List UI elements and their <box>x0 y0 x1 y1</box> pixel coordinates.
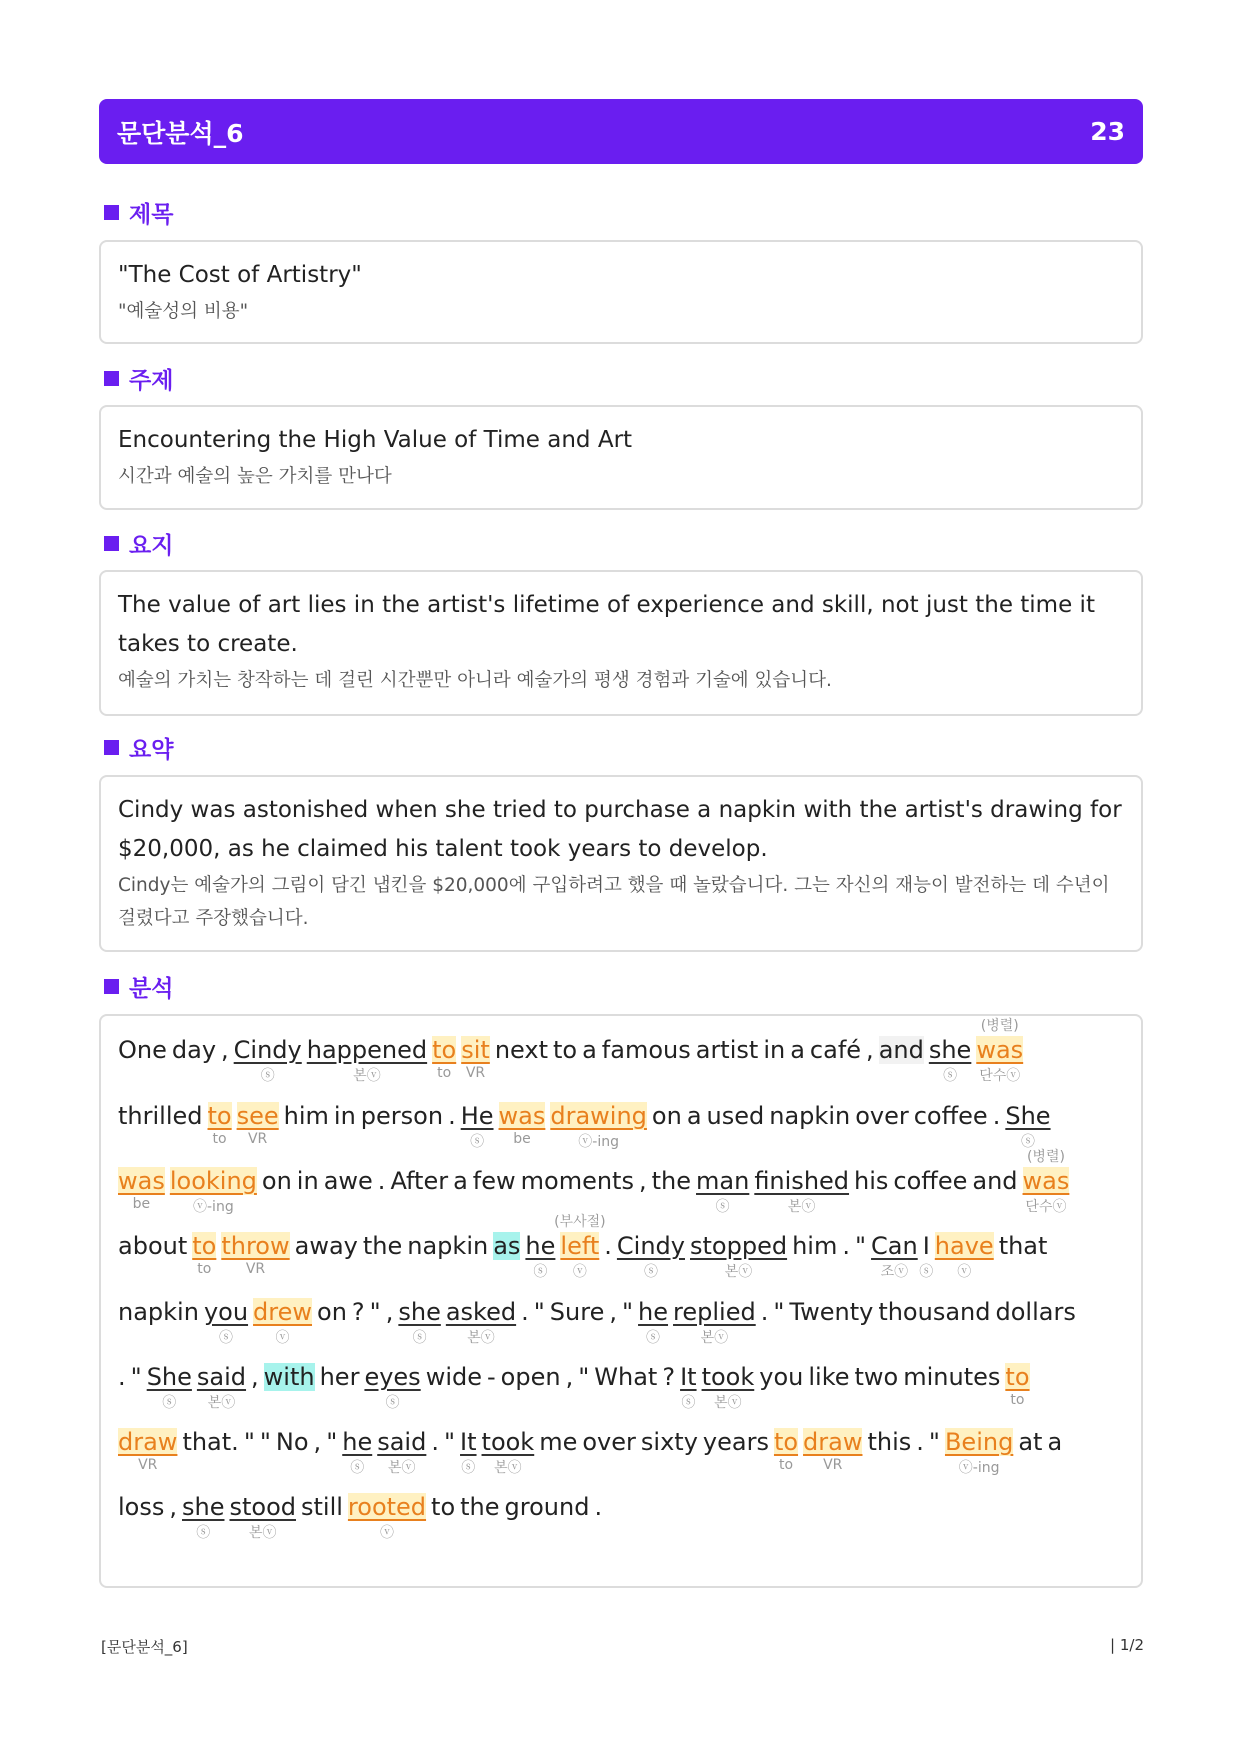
analysis-line <box>118 1149 1074 1215</box>
analysis-word: like <box>808 1363 850 1391</box>
analysis-word: throw VR <box>221 1232 290 1277</box>
grammar-tag: ⓥ-ing <box>193 1199 234 1215</box>
analysis-word: he ⓢ <box>342 1428 373 1476</box>
grammar-tag: 본ⓥ <box>248 1525 277 1541</box>
analysis-word: napkin <box>407 1232 489 1260</box>
analysis-word: eyes ⓢ <box>364 1363 421 1411</box>
analysis-word: ground <box>504 1493 590 1521</box>
analysis-word: she ⓢ <box>398 1298 441 1346</box>
grammar-tag: to <box>1010 1392 1025 1408</box>
grammar-tag: 본ⓥ <box>207 1395 236 1411</box>
page-header <box>99 99 1143 164</box>
analysis-word: years <box>702 1428 769 1456</box>
analysis-word: to to <box>192 1232 217 1277</box>
analysis-word: , <box>385 1298 394 1326</box>
analysis-word: One <box>118 1036 167 1064</box>
grammar-tag: ⓢ <box>412 1330 427 1346</box>
footer-doc-label: [문단분석_6] <box>101 1638 188 1656</box>
analysis-word: Cindy ⓢ <box>616 1232 685 1280</box>
analysis-word: person <box>360 1102 444 1130</box>
grammar-tag: 본ⓥ <box>724 1264 753 1280</box>
analysis-word: finished 본ⓥ <box>754 1167 850 1215</box>
summary-english: Cindy was astonished when she tried to purchase a napkin with the artist's drawing for $20,000, as he claimed his talent took years to develop. <box>118 797 1122 862</box>
square-bullet-icon <box>104 205 119 220</box>
analysis-word: . <box>118 1363 126 1391</box>
analysis-word: left ⓥ (부사절) <box>560 1232 599 1260</box>
grammar-tag: ⓢ <box>943 1068 958 1084</box>
analysis-word: What <box>594 1363 658 1391</box>
analysis-word: over <box>855 1102 909 1130</box>
clause-note: (부사절) <box>554 1214 606 1230</box>
analysis-word: draw VR <box>803 1428 863 1473</box>
analysis-word: He ⓢ <box>460 1102 494 1150</box>
analysis-box <box>99 1014 1143 1588</box>
page-title: 문단분석_6 <box>117 118 244 148</box>
analysis-word: famous <box>601 1036 691 1064</box>
grammar-tag: ⓢ <box>919 1264 934 1280</box>
analysis-word: " <box>622 1298 634 1326</box>
analysis-word: over <box>582 1428 636 1456</box>
square-bullet-icon <box>104 740 119 755</box>
analysis-word: It ⓢ <box>680 1363 697 1411</box>
grammar-tag: ⓢ <box>646 1330 661 1346</box>
analysis-word: . <box>916 1428 924 1456</box>
analysis-word: . <box>377 1167 386 1195</box>
analysis-word: you <box>759 1363 804 1391</box>
grammar-tag: ⓢ <box>1020 1134 1035 1150</box>
analysis-word: to to <box>432 1036 457 1081</box>
grammar-tag: ⓢ <box>260 1068 275 1084</box>
square-bullet-icon <box>104 979 119 994</box>
analysis-word: napkin <box>769 1102 851 1130</box>
grammar-tag: VR <box>823 1457 843 1473</box>
analysis-word: a <box>1047 1428 1063 1456</box>
grammar-tag: 본ⓥ <box>787 1199 816 1215</box>
analysis-word: " <box>443 1428 456 1456</box>
analysis-word: drawing ⓥ-ing <box>550 1102 647 1150</box>
section-heading-label: 제목 <box>129 202 174 228</box>
grammar-tag: ⓢ <box>715 1199 730 1215</box>
analysis-word: was be <box>118 1167 165 1212</box>
grammar-tag: 단수ⓥ <box>1025 1199 1067 1215</box>
analysis-word: said 본ⓥ <box>377 1428 427 1476</box>
analysis-word: see VR <box>236 1102 279 1147</box>
title-english: "The Cost of Artistry" <box>118 262 362 288</box>
analysis-word: , <box>221 1036 229 1064</box>
clause-note: (병렬) <box>1026 1149 1065 1165</box>
analysis-word: wide <box>425 1363 482 1391</box>
analysis-word: , <box>313 1428 322 1456</box>
analysis-word: to to <box>773 1428 799 1473</box>
analysis-word: stood 본ⓥ <box>229 1493 296 1541</box>
analysis-word: " <box>533 1298 545 1326</box>
analysis-word: she ⓢ <box>182 1493 225 1541</box>
grammar-tag: ⓢ <box>470 1134 485 1150</box>
analysis-word: she ⓢ <box>928 1036 972 1084</box>
analysis-word: After <box>390 1167 449 1195</box>
grammar-tag: ⓥ <box>379 1525 394 1541</box>
grammar-tag: ⓢ <box>218 1330 233 1346</box>
analysis-word: " <box>854 1232 867 1260</box>
grammar-tag: ⓢ <box>461 1460 476 1476</box>
analysis-word: . <box>992 1102 1001 1130</box>
analysis-word: , <box>169 1493 177 1521</box>
analysis-word: . <box>604 1232 612 1260</box>
analysis-word: took 본ⓥ <box>701 1363 755 1411</box>
analysis-word: Cindy ⓢ <box>233 1036 302 1084</box>
grammar-tag: ⓢ <box>385 1395 400 1411</box>
analysis-word: next <box>494 1036 548 1064</box>
analysis-word: ? <box>351 1298 365 1326</box>
grammar-tag: ⓥ <box>572 1264 587 1280</box>
analysis-word: and <box>972 1167 1018 1195</box>
analysis-word: . <box>448 1102 456 1130</box>
analysis-word: on <box>261 1167 292 1195</box>
title-box <box>99 240 1143 344</box>
grammar-tag: be <box>513 1131 531 1147</box>
gist-english: The value of art lies in the artist's lifetime of experience and skill, not just the time it takes to create. <box>118 592 1095 657</box>
grammar-tag: to <box>212 1131 227 1147</box>
analysis-word: . <box>431 1428 439 1456</box>
gist-korean: 예술의 가치는 창작하는 데 걸린 시간뿐만 아니라 예술가의 평생 경험과 기술에 있습니다. <box>118 670 832 691</box>
analysis-word: on <box>317 1298 347 1326</box>
analysis-word: about <box>118 1232 188 1260</box>
analysis-word: No <box>275 1428 309 1456</box>
analysis-word: " <box>243 1428 255 1456</box>
analysis-line <box>118 1018 1028 1084</box>
grammar-tag: ⓥ-ing <box>578 1134 619 1150</box>
analysis-word: . <box>521 1298 529 1326</box>
analysis-word: " <box>259 1428 271 1456</box>
analysis-word: him <box>792 1232 838 1260</box>
analysis-word: a <box>453 1167 468 1195</box>
analysis-word: day <box>171 1036 217 1064</box>
analysis-word: sixty <box>640 1428 698 1456</box>
analysis-word: - <box>486 1363 496 1391</box>
analysis-word: , <box>866 1036 874 1064</box>
analysis-word: It ⓢ <box>460 1428 477 1476</box>
section-heading-gist <box>104 527 173 560</box>
theme-korean: 시간과 예술의 높은 가치를 만나다 <box>118 466 392 487</box>
analysis-word: replied 본ⓥ <box>673 1298 756 1346</box>
analysis-word: to to <box>1005 1363 1030 1408</box>
analysis-word: to <box>552 1036 578 1064</box>
section-heading-label: 분석 <box>129 976 174 1002</box>
analysis-word: used <box>706 1102 765 1130</box>
grammar-tag: 본ⓥ <box>700 1330 729 1346</box>
analysis-word: looking ⓥ-ing <box>169 1167 257 1215</box>
analysis-word: drew ⓥ <box>253 1298 313 1346</box>
analysis-line <box>118 1214 1052 1280</box>
summary-korean: Cindy는 예술가의 그림이 담긴 냅킨을 $20,000에 구입하려고 했을 때 놀랐습니다. 그는 자신의 재능이 발전하는 데 수년이 걸렸다고 주장했습니다. <box>118 875 1110 929</box>
analysis-word: took 본ⓥ <box>481 1428 535 1476</box>
analysis-word: her <box>319 1363 360 1391</box>
analysis-word: he ⓢ <box>638 1298 669 1346</box>
analysis-word: " <box>130 1363 142 1391</box>
analysis-word: to <box>431 1493 456 1521</box>
theme-box <box>99 405 1143 510</box>
grammar-tag: VR <box>138 1457 158 1473</box>
analysis-word: a <box>686 1102 702 1130</box>
grammar-tag: to <box>778 1457 794 1473</box>
grammar-tag: ⓢ <box>533 1264 548 1280</box>
analysis-word: stopped 본ⓥ <box>690 1232 788 1280</box>
analysis-word: open <box>500 1363 561 1391</box>
analysis-word: a <box>790 1036 805 1064</box>
grammar-tag: ⓢ <box>350 1460 365 1476</box>
analysis-word: to to <box>207 1102 232 1147</box>
clause-note: (병렬) <box>980 1018 1019 1034</box>
grammar-tag: ⓥ <box>957 1264 972 1280</box>
title-korean: "예술성의 비용" <box>118 301 249 322</box>
grammar-tag: ⓢ <box>196 1525 211 1541</box>
square-bullet-icon <box>104 536 119 551</box>
grammar-tag: 본ⓥ <box>714 1395 742 1411</box>
analysis-word: coffee <box>893 1167 968 1195</box>
analysis-word: the <box>651 1167 692 1195</box>
analysis-word: he ⓢ <box>525 1232 556 1280</box>
analysis-word: coffee <box>913 1102 988 1130</box>
analysis-word: Can 조ⓥ <box>871 1232 918 1280</box>
grammar-tag: 본ⓥ <box>353 1068 381 1084</box>
analysis-word: few <box>472 1167 516 1195</box>
grammar-tag: 본ⓥ <box>494 1460 522 1476</box>
section-heading-label: 주제 <box>129 368 174 394</box>
summary-box <box>99 775 1143 952</box>
analysis-word: was 단수ⓥ (병렬) <box>1023 1167 1070 1195</box>
analysis-word: " <box>773 1298 785 1326</box>
analysis-word: loss <box>118 1493 165 1521</box>
analysis-word: Sure <box>549 1298 605 1326</box>
analysis-word: happened 본ⓥ <box>306 1036 428 1084</box>
analysis-word: was 단수ⓥ (병렬) <box>976 1036 1023 1064</box>
analysis-word: the <box>460 1493 500 1521</box>
analysis-word: . <box>760 1298 769 1326</box>
analysis-word: in <box>763 1036 786 1064</box>
footer-page-indicator: | 1/2 <box>1110 1636 1144 1654</box>
theme-english: Encountering the High Value of Time and Art <box>118 427 633 453</box>
grammar-tag: 본ⓥ <box>388 1460 416 1476</box>
grammar-tag: ⓥ <box>275 1330 290 1346</box>
analysis-word: that <box>998 1232 1048 1260</box>
analysis-word: dollars <box>995 1298 1076 1326</box>
analysis-word: " <box>578 1363 590 1391</box>
grammar-tag: ⓢ <box>162 1395 177 1411</box>
analysis-word: said 본ⓥ <box>196 1363 247 1411</box>
grammar-tag: VR <box>245 1261 266 1277</box>
analysis-word: at <box>1018 1428 1043 1456</box>
analysis-word: , <box>609 1298 617 1326</box>
analysis-word: café <box>809 1036 862 1064</box>
section-heading-theme <box>104 362 173 395</box>
analysis-word: , <box>565 1363 574 1391</box>
analysis-word: napkin <box>118 1298 199 1326</box>
grammar-tag: be <box>132 1196 151 1212</box>
analysis-word: man ⓢ <box>696 1167 750 1215</box>
analysis-word: She ⓢ <box>1005 1102 1051 1150</box>
analysis-word: you ⓢ <box>203 1298 249 1346</box>
analysis-word: awe <box>323 1167 373 1195</box>
analysis-word: . <box>842 1232 850 1260</box>
grammar-tag: 조ⓥ <box>880 1264 909 1280</box>
analysis-word: artist <box>695 1036 759 1064</box>
analysis-word: rooted ⓥ <box>347 1493 427 1541</box>
analysis-word: . <box>594 1493 603 1521</box>
analysis-word: " <box>369 1298 381 1326</box>
analysis-word: the <box>362 1232 403 1260</box>
analysis-word: a <box>582 1036 597 1064</box>
analysis-word: two <box>854 1363 899 1391</box>
analysis-line <box>118 1102 1056 1150</box>
analysis-word: as <box>493 1232 521 1260</box>
analysis-word: Twenty <box>789 1298 874 1326</box>
analysis-word: him <box>283 1102 329 1130</box>
analysis-word: and <box>878 1036 924 1064</box>
grammar-tag: 단수ⓥ <box>979 1068 1021 1084</box>
analysis-word: draw VR <box>118 1428 178 1473</box>
analysis-word: still <box>301 1493 343 1521</box>
analysis-line <box>118 1493 607 1541</box>
analysis-line <box>118 1428 1067 1476</box>
grammar-tag: VR <box>465 1065 486 1081</box>
analysis-word: asked 본ⓥ <box>445 1298 517 1346</box>
analysis-word: that. <box>182 1428 239 1456</box>
analysis-word: with <box>263 1363 315 1391</box>
analysis-word: " <box>928 1428 940 1456</box>
analysis-word: thrilled <box>118 1102 203 1130</box>
analysis-word: minutes <box>903 1363 1001 1391</box>
analysis-word: ? <box>662 1363 676 1391</box>
grammar-tag: ⓢ <box>643 1264 658 1280</box>
analysis-word: in <box>296 1167 319 1195</box>
analysis-line <box>118 1363 1035 1411</box>
grammar-tag: ⓥ-ing <box>958 1460 1000 1476</box>
analysis-word: She ⓢ <box>146 1363 192 1411</box>
grammar-tag: VR <box>247 1131 268 1147</box>
analysis-word: I ⓢ <box>919 1232 934 1280</box>
grammar-tag: to <box>437 1065 452 1081</box>
square-bullet-icon <box>104 371 119 386</box>
analysis-word: moments <box>520 1167 634 1195</box>
analysis-word: Being ⓥ-ing <box>944 1428 1014 1476</box>
analysis-word: me <box>539 1428 578 1456</box>
gist-box <box>99 570 1143 716</box>
analysis-word: on <box>651 1102 682 1130</box>
grammar-tag: 본ⓥ <box>467 1330 495 1346</box>
analysis-word: , <box>251 1363 259 1391</box>
analysis-word: his <box>854 1167 889 1195</box>
section-heading-analysis <box>104 970 173 1003</box>
analysis-word: in <box>333 1102 356 1130</box>
analysis-word: was be <box>498 1102 546 1147</box>
section-heading-summary <box>104 731 173 764</box>
grammar-tag: to <box>197 1261 212 1277</box>
analysis-word: , <box>638 1167 647 1195</box>
analysis-word: away <box>294 1232 358 1260</box>
section-heading-label: 요지 <box>129 533 174 559</box>
analysis-word: have ⓥ <box>934 1232 994 1280</box>
analysis-word: sit VR <box>461 1036 490 1081</box>
grammar-tag: ⓢ <box>681 1395 696 1411</box>
analysis-line <box>118 1298 1081 1346</box>
analysis-word: thousand <box>878 1298 991 1326</box>
analysis-word: this <box>867 1428 912 1456</box>
section-heading-label: 요약 <box>129 737 174 763</box>
section-heading-title <box>104 196 173 229</box>
page-number-badge: 23 <box>1090 117 1125 146</box>
analysis-word: " <box>326 1428 338 1456</box>
